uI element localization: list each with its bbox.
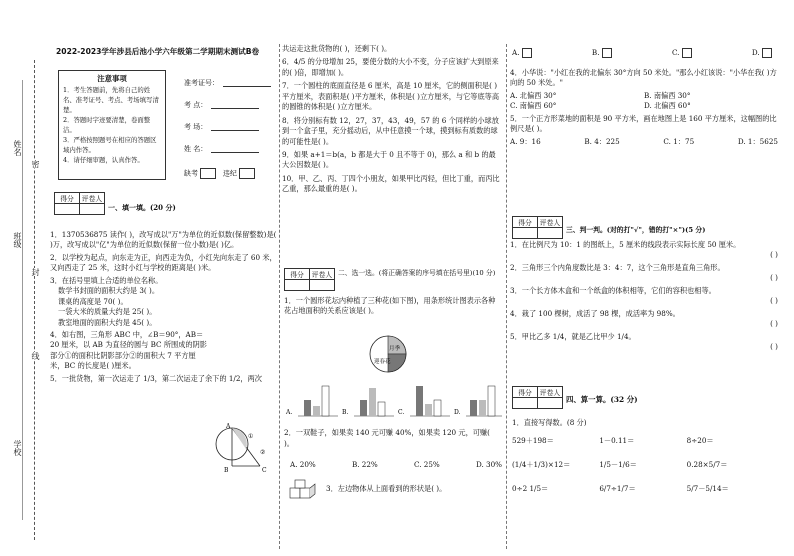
judge-5-answer[interactable]: ( ) — [770, 341, 778, 351]
choice-4-option-c[interactable]: C. 南偏西 60° — [510, 101, 557, 111]
choice-4: 4．小华说："小红在我的北偏东 30°方向 50 米处。"那么小红该说："小华在我( )方向的 50 米处。" — [510, 68, 777, 88]
choice-2-option-a[interactable]: A. 20% — [290, 460, 316, 469]
question-5: 5．一批货物，第一次运走了 1/3，第二次运走了余下的 1/2，两次 — [50, 373, 262, 383]
site-label: 考 点： — [184, 101, 208, 109]
section-two-title: 二、选一选。(将正确答案的序号填在括号里)(10 分) — [338, 269, 496, 277]
option-d-chart[interactable] — [454, 386, 502, 416]
choice-3-option-d[interactable]: D. — [752, 48, 772, 58]
absent-label: 缺考 — [184, 169, 198, 178]
choice-4-option-d[interactable]: D. 北偏西 60° — [644, 101, 691, 111]
grader-label: 评卷人 — [311, 271, 333, 279]
grader-label: 评卷人 — [81, 195, 103, 203]
judge-2-answer[interactable]: ( ) — [770, 273, 778, 283]
svg-text:C: C — [262, 467, 267, 474]
binding-margin — [0, 0, 46, 556]
score-box — [512, 386, 563, 409]
svg-text:①: ① — [248, 433, 254, 440]
calc-item: 529＋198＝ — [512, 436, 554, 445]
choice-5-option-d[interactable]: D. 1：5625 — [737, 136, 778, 146]
violation-label: 违纪 — [222, 169, 237, 178]
question-3c: 一袋大米的质量大约是 25( )。 — [58, 307, 157, 317]
judge-3-answer[interactable]: ( ) — [770, 296, 778, 306]
bar-options — [284, 378, 504, 420]
choice-2-option-b[interactable]: B. 22% — [351, 460, 378, 469]
exam-title: 2022-2023学年涉县后池小学六年级第二学期期末测试B卷 — [56, 47, 260, 56]
choice-5-option-c[interactable]: C. 1：75 — [663, 136, 695, 146]
choice-2-option-d[interactable]: D. 30% — [475, 460, 502, 469]
choice-2-option-c[interactable]: C. 25% — [413, 460, 440, 469]
question-3d: 教室地面的面积大约是 45( )。 — [58, 317, 157, 327]
judge-4: 4．栽了 100 棵树，成活了 98 棵，成活率为 98%。 — [510, 308, 680, 318]
score-label: 得分 — [60, 195, 74, 203]
question-10: 10．甲、乙、丙、丁四个小朋友，如果甲比丙轻，但比丁重，而丙比乙重，那么最重的是( )。 — [282, 173, 500, 194]
score-box — [512, 216, 563, 239]
option-b-label: B. — [342, 409, 349, 416]
section-one-body — [50, 230, 278, 384]
judge-5: 5．甲比乙多 1/4，就是乙比甲少 1/4。 — [510, 331, 636, 341]
registration-fields — [184, 80, 271, 190]
question-1: 1．1370536875 读作( )，改写成以"万"为单位的近似数(保留整数)是( )万，改写成以"亿"为单位的近似数(保留一位小数)是( )亿。 — [50, 230, 277, 250]
notice-line: 1．考生答题前，先将自己的姓名、准考证号、考点、考场填写清楚。 — [63, 86, 159, 115]
notice-line: 3．严格按照题号在相应的答题区域内作答。 — [63, 136, 157, 154]
option-a-label: A. — [286, 409, 293, 416]
calc-item: 1/5－1/6＝ — [599, 460, 637, 469]
calc-grid — [512, 436, 774, 494]
exam-id-label: 准考证号： — [184, 79, 219, 87]
choice-4-option-a[interactable]: A. 北偏西 30° — [510, 90, 557, 100]
question-2: 2．以学校为起点，向东走为正，向西走为负，小红先向东走了 60 米，又向西走了 25 米，这时小红与学校的距离是( )米。 — [50, 252, 277, 273]
question-6: 6．4/5 的分母增加 25，要使分数的大小不变，分子应该扩大到原来的( )倍，即增加( )。 — [282, 57, 499, 77]
grader-label: 评卷人 — [539, 389, 561, 397]
option-b-chart[interactable] — [342, 388, 394, 416]
grader-label: 评卷人 — [539, 219, 561, 227]
question-7: 7．一个圆柱的底面直径是 6 厘米，高是 10 厘米，它的侧面积是( )平方厘米，表面积是( )平方厘米，体积是( )立方厘米，与它等底等高的圆锥的体积是( )立方厘米。 — [282, 81, 500, 112]
question-8: 8．将分别标有数 12，27，37，43，49，57 的 6 个同样的小球放到一个盒子里，充分摇动后，从中任意摸一个球，摸到标有质数的球的可能性是( )。 — [282, 115, 499, 146]
choice-5-option-a[interactable]: A. 9：16 — [510, 136, 541, 146]
choice-4-options — [510, 91, 778, 112]
room-label: 考 场： — [184, 123, 208, 131]
margin-school-label: 学校 — [13, 440, 22, 456]
absent-box[interactable] — [200, 168, 216, 179]
notice-heading: 注意事项 — [97, 74, 127, 83]
choice-2: 2．一双鞋子，如果卖 140 元可赚 40%，如果卖 120 元，可赚( )。 — [284, 428, 490, 448]
score-label: 得分 — [518, 219, 532, 227]
option-d-label: D. — [454, 409, 461, 416]
judge-3: 3．一个长方体木盒和一个纸盒的体积相等，它们的容积也相等。 — [510, 285, 716, 295]
notice-line: 4．请仔细审题，认真作答。 — [63, 155, 144, 164]
score-box — [284, 268, 335, 291]
margin-name-label: 姓名 — [13, 140, 22, 156]
choice-1: 1．一个圆形花坛内种植了三种花(如下图)，用条形统计图表示各种花占地面积的关系应该是( )。 — [284, 296, 496, 316]
pie-label-yueji: 月季 — [389, 346, 401, 352]
question-3b: 课桌的高度是 70( )。 — [58, 296, 128, 306]
pie-label-yingchun: 迎春花 — [374, 359, 391, 365]
question-5-cont: 共运走这批货物的( )，还剩下( )。 — [282, 44, 392, 53]
section-one-title: 一、填一填。(20 分) — [108, 203, 176, 212]
choice-3-options — [512, 48, 772, 58]
question-9: 9．如果 a+1＝b(a，b 都是大于 0 且不等于 0)，那么 a 和 b 的最大公因数是( )。 — [282, 149, 496, 170]
notice-box — [58, 70, 166, 180]
question-4: 4．如右图，三角形 ABC 中，∠B＝90°，AB＝20 厘米，以 AB 为直径的圆与 BC 所围成的阴影部分①的面积比阴影部分②的面积大 7 平方厘米，BC 的长度是( )厘米。 — [50, 329, 207, 371]
column-divider — [279, 44, 280, 549]
judge-list — [510, 240, 778, 352]
section-four-title: 四、算一算。(32 分) — [566, 395, 638, 404]
calc-item: 8÷20＝ — [686, 436, 714, 445]
margin-class-label: 班级 — [13, 232, 22, 248]
section-three-title: 三、判一判。(对的打"√"，错的打"×")(5 分) — [566, 226, 706, 234]
option-a-chart[interactable] — [285, 386, 338, 416]
column-divider — [506, 44, 507, 549]
cube-stack-figure — [286, 478, 320, 504]
choice-4-option-b[interactable]: B. 南偏西 30° — [644, 90, 691, 100]
option-c-label: C. — [398, 409, 405, 416]
question-3: 3．在括号里填上合适的单位名称。 — [50, 275, 163, 285]
judge-1: 1．在比例尺为 10：1 的图纸上，5 厘米的线段表示实际长度 50 厘米。 — [510, 240, 741, 249]
violation-box[interactable] — [239, 168, 255, 179]
svg-text:A: A — [226, 423, 231, 430]
triangle-circle-figure — [208, 420, 278, 476]
judge-2: 2．三角形三个内角度数比是 3：4：7，这个三角形是直角三角形。 — [510, 262, 725, 272]
calc-item: 0÷2 1/5＝ — [512, 484, 549, 493]
choice-3: 3．左边物体从上面看到的形状是( )。 — [326, 484, 447, 493]
name-field[interactable] — [211, 152, 259, 153]
calc-instruction: 1．直接写得数。(8 分) — [512, 418, 587, 427]
seal-char: 密 — [31, 160, 40, 168]
xian-char: 线 — [31, 352, 40, 360]
score-box — [54, 192, 105, 215]
write-line — [22, 80, 23, 520]
site-field[interactable] — [211, 108, 259, 109]
cut-line — [34, 60, 35, 540]
notice-line: 2．答题时字迹要清楚，卷面整洁。 — [63, 116, 151, 135]
option-c-chart[interactable] — [398, 386, 450, 416]
judge-1-answer[interactable]: ( ) — [770, 250, 778, 260]
exam-id-field[interactable] — [223, 86, 271, 87]
column-three — [510, 68, 778, 147]
score-label: 得分 — [518, 389, 532, 397]
calc-item: 1－0.11＝ — [599, 436, 635, 445]
svg-text:B: B — [224, 467, 229, 474]
choice-5-option-b[interactable]: B. 4：225 — [584, 136, 620, 146]
judge-4-answer[interactable]: ( ) — [770, 319, 778, 329]
svg-text:②: ② — [260, 449, 266, 456]
choice-3-option-b[interactable]: B. — [592, 48, 612, 58]
choice-3-option-a[interactable]: A. — [512, 48, 532, 58]
score-label: 得分 — [290, 271, 304, 279]
flower-pie-chart — [366, 332, 416, 376]
question-3a: 数学书封面的面积大约是 3( )。 — [58, 286, 160, 296]
calc-item: (1/4＋1/3)×12＝ — [512, 460, 571, 469]
feng-char: 封 — [31, 268, 40, 276]
calc-item: 0.28×5/7＝ — [686, 460, 728, 469]
calc-item: 5/7－5/14＝ — [686, 484, 729, 493]
calc-item: 6/7÷1/7＝ — [599, 484, 636, 493]
choice-5: 5．一个正方形菜地的面积是 90 平方米，画在地图上是 160 平方厘米，这幅图的比例尺是( )。 — [510, 113, 777, 134]
choice-2-options — [290, 460, 502, 469]
room-field[interactable] — [211, 130, 259, 131]
choice-3-option-c[interactable]: C. — [672, 48, 692, 58]
column-two — [282, 44, 502, 195]
choice-5-options — [510, 137, 778, 147]
name-label: 姓 名： — [184, 145, 208, 153]
